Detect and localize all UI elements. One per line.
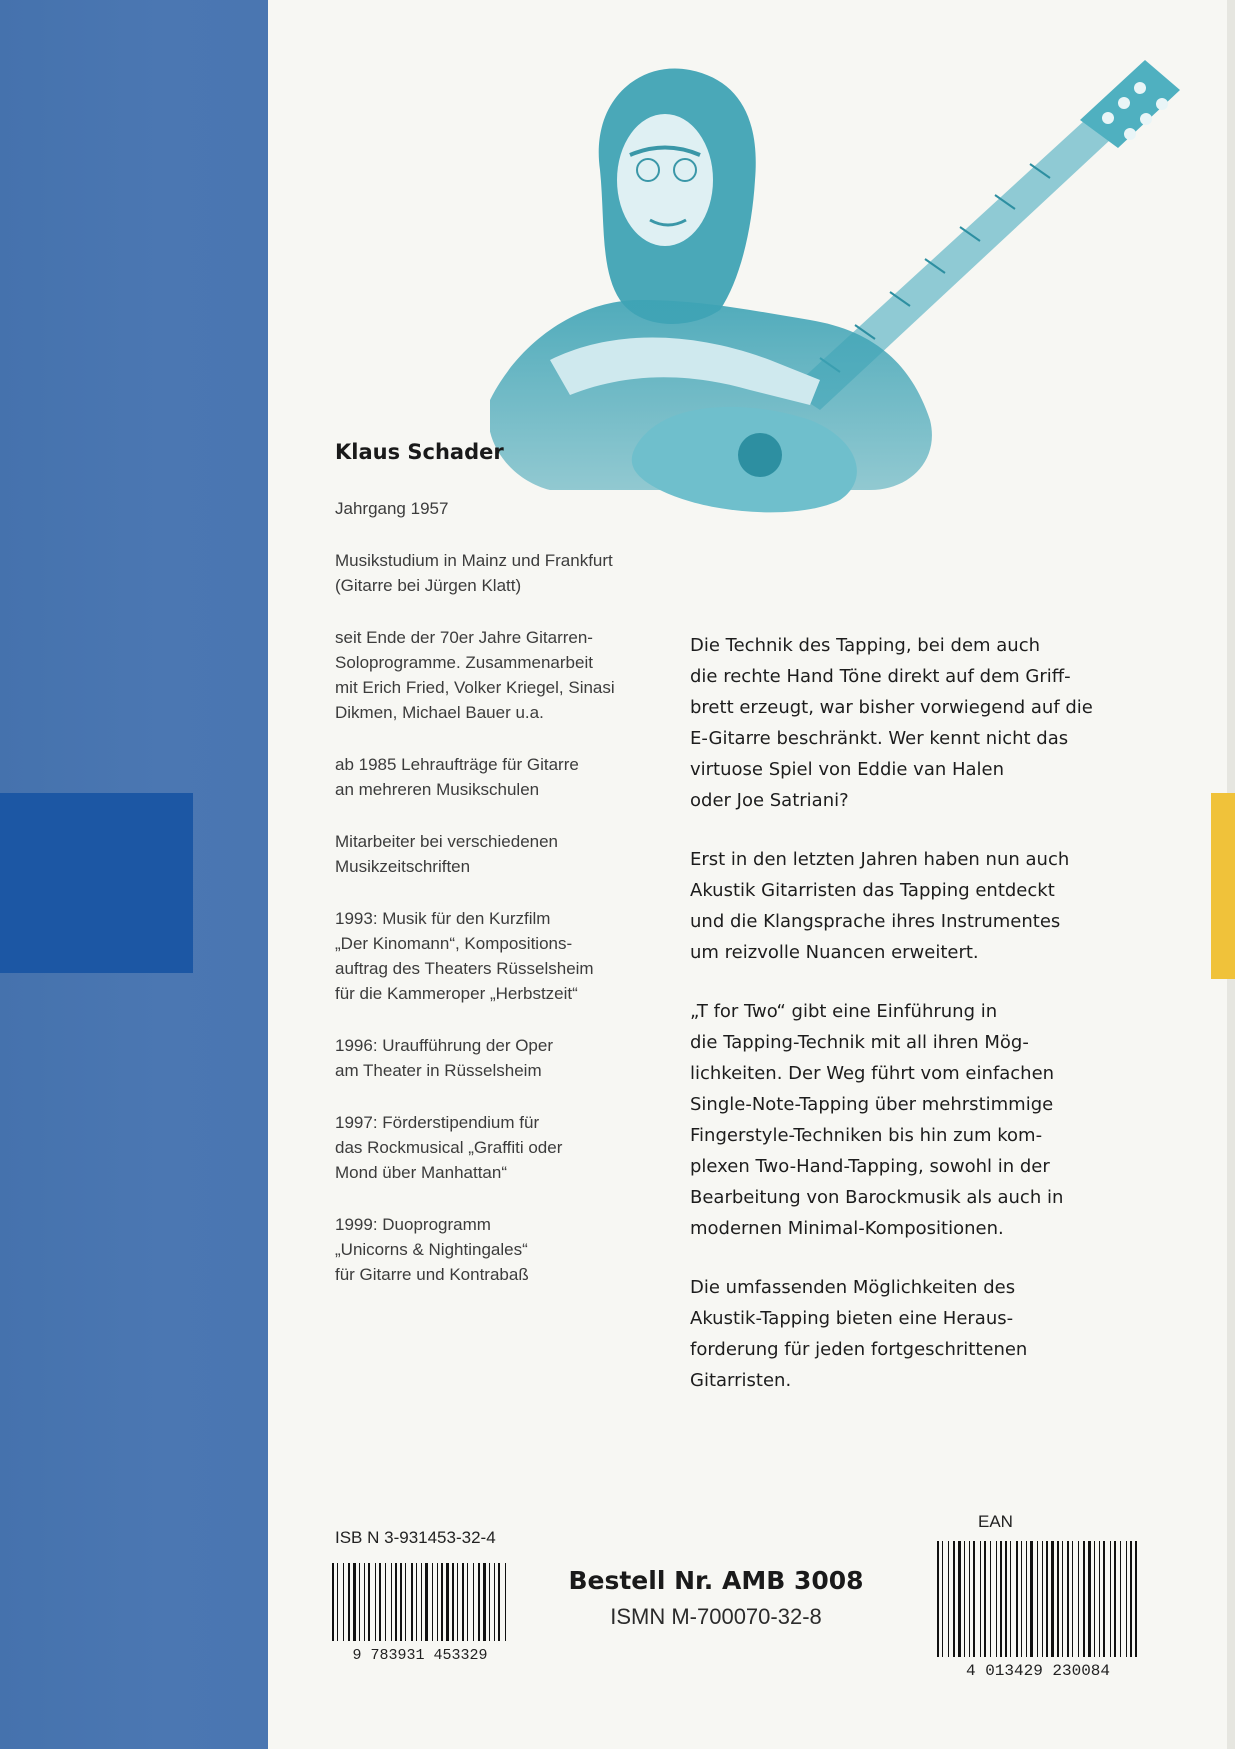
spine-accent-block (0, 793, 193, 973)
author-photo (490, 60, 1235, 550)
bio-entry: Musikstudium in Mainz und Frankfurt (Gitarre bei Jürgen Klatt) (335, 551, 613, 595)
bio-entry: 1993: Musik für den Kurzfilm „Der Kinomann“, Kompositions- auftrag des Theaters Rüsselsheim für die Kammeroper „Herbstzeit“ (335, 909, 594, 1003)
isbn-barcode (328, 1563, 513, 1663)
author-name: Klaus Schader (335, 440, 504, 464)
description-paragraph: Erst in den letzten Jahren haben nun auch Akustik Gitarristen das Tapping entdeckt und die Klangsprache ihres Instrumentes um reizvolle Nuancen erweitert. (690, 849, 1070, 963)
bio-entry: 1997: Förderstipendium für das Rockmusical „Graffiti oder Mond über Manhattan“ (335, 1113, 563, 1182)
ean-label: EAN (978, 1512, 1013, 1531)
description-paragraph: Die Technik des Tapping, bei dem auch die rechte Hand Töne direkt auf dem Griff- brett erzeugt, war bisher vorwiegend auf die E-Gitarre beschränkt. Wer kennt nicht das virtuose Spiel von Eddie van Halen oder Joe Satriani? (690, 635, 1093, 811)
bio-entry: seit Ende der 70er Jahre Gitarren- Soloprogramme. Zusammenarbeit mit Erich Fried, Volker Kriegel, Sinasi Dikmen, Michael Bauer u.a. (335, 628, 615, 722)
isbn-label: ISB N 3-931453-32-4 (335, 1528, 496, 1547)
author-bio (335, 496, 665, 1287)
description-paragraph: Die umfassenden Möglichkeiten des Akustik-Tapping bieten eine Heraus- forderung für jeden fortgeschrittenen Gitarristen. (690, 1277, 1028, 1391)
ismn-number: ISMN M-700070-32-8 (610, 1604, 822, 1629)
bio-entry: Mitarbeiter bei verschiedenen Musikzeitschriften (335, 832, 559, 876)
description-paragraph: „T for Two“ gibt eine Einführung in die Tapping-Technik mit all ihren Mög- lichkeiten. Der Weg führt vom einfachen Single-Note-Tapping über mehrstimmige Fingerstyle-Techniken bis hin zum kom- plexen Two-Hand-Tapping, sowohl in der Bearbeitung von Barockmusik als auch in modernen Minimal-Kompositionen. (690, 1001, 1064, 1239)
ean-barcode (933, 1541, 1143, 1681)
bio-entry: Jahrgang 1957 (335, 499, 449, 518)
bio-entry: ab 1985 Lehraufträge für Gitarre an mehreren Musikschulen (335, 755, 579, 799)
bio-entry: 1996: Uraufführung der Oper am Theater in Rüsselsheim (335, 1036, 553, 1080)
yellow-edge-tab (1211, 793, 1235, 979)
ean-digits: 4 013429 230084 (965, 1662, 1111, 1680)
order-number: Bestell Nr. AMB 3008 (568, 1566, 864, 1595)
isbn-digits: 9 783931 453329 (352, 1647, 488, 1663)
book-description (690, 630, 1210, 1424)
bio-entry: 1999: Duoprogramm „Unicorns & Nightingales“ für Gitarre und Kontrabaß (335, 1215, 529, 1284)
